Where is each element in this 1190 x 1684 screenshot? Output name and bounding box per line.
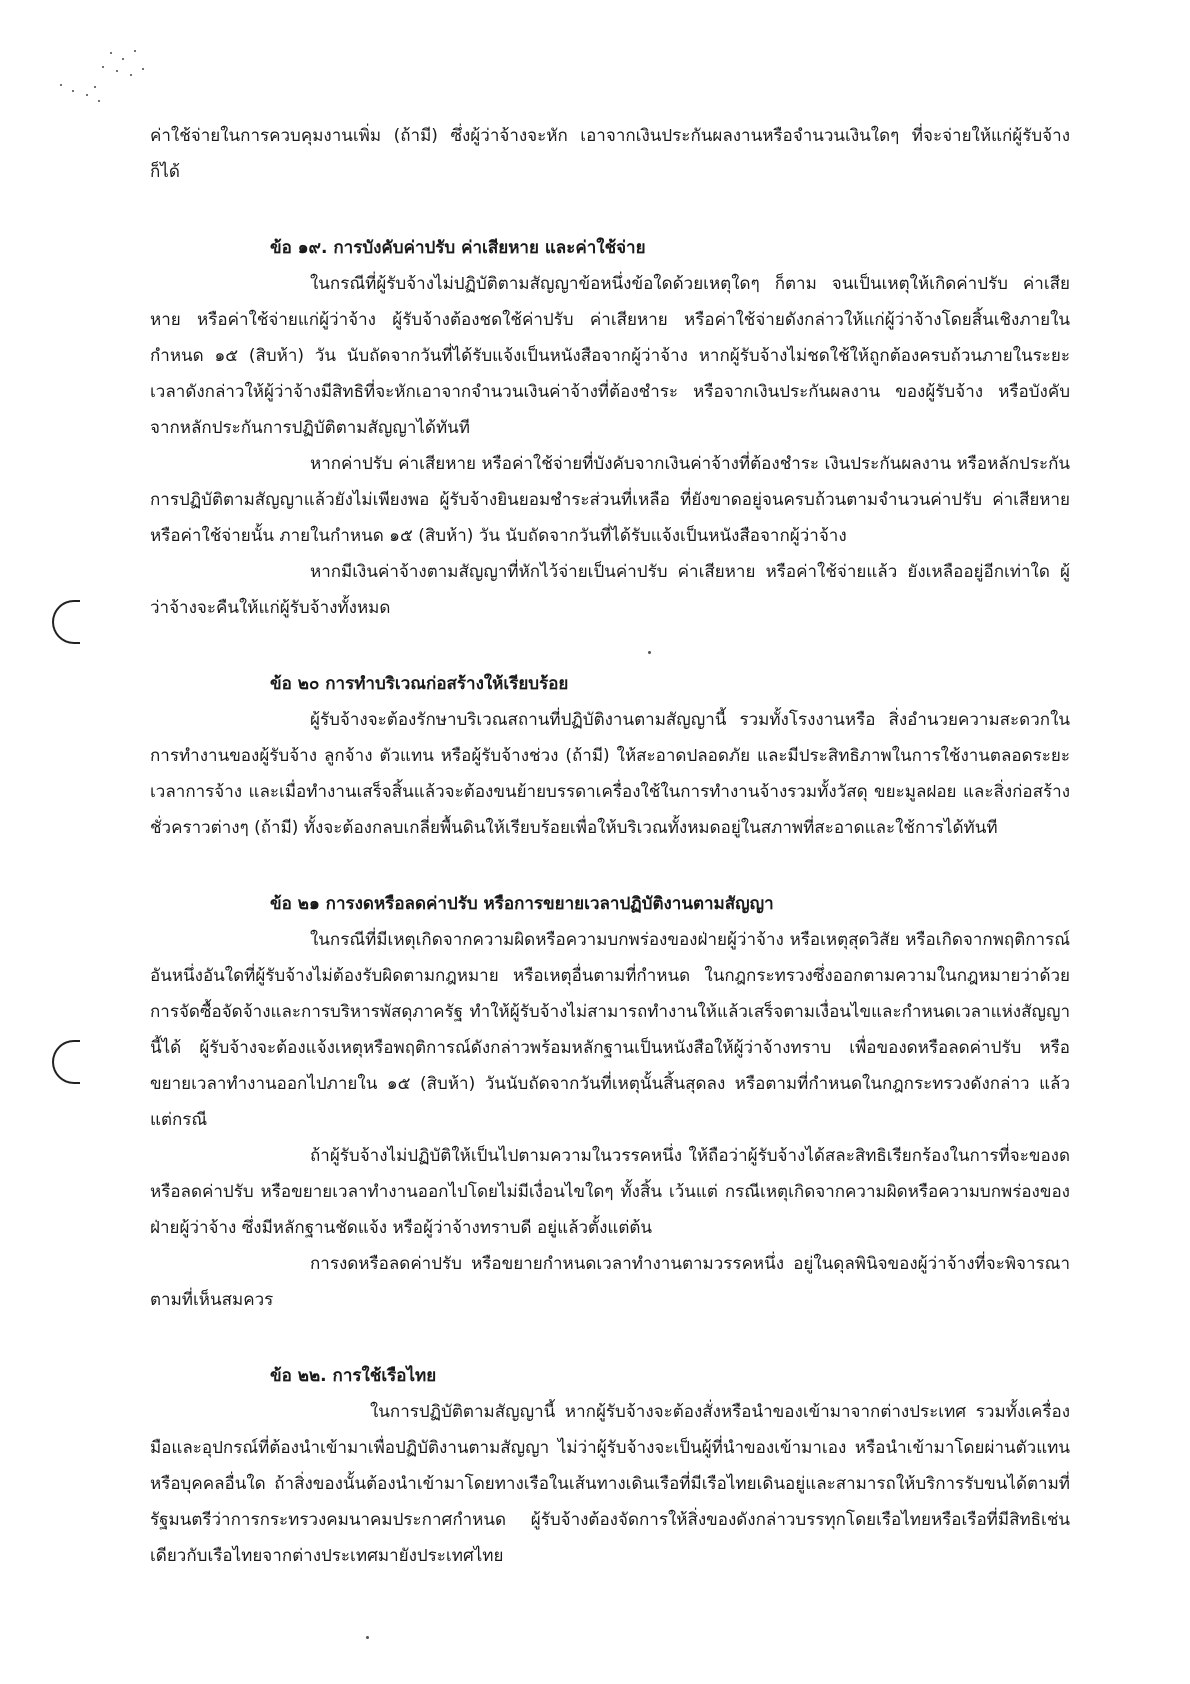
section-21-paragraph-1: ในกรณีที่มีเหตุเกิดจากความผิดหรือความบกพร่องของฝ่ายผู้ว่าจ้าง หรือเหตุสุดวิสัย หรือเกิดจากพฤติการณ์อันหนึ่งอันใดที่ผู้รับจ้างไม่ต้องรับผิดตามกฎหมาย หรือเหตุอื่นตามที่กำหนด ในกฎกระทรวงซึ่งออกตามความในกฎหมายว่าด้วยการจัดซื้อจัดจ้างและการบริหารพัสดุภาครัฐ ทำให้ผู้รับจ้างไม่สามารถทำงานให้แล้วเสร็จตามเงื่อนไขและกำหนดเวลาแห่งสัญญานี้ได้ ผู้รับจ้างจะต้องแจ้งเหตุหรือพฤติการณ์ดังกล่าวพร้อมหลักฐานเป็นหนังสือให้ผู้ว่าจ้างทราบ เพื่อของดหรือลดค่าปรับ หรือขยายเวลาทำงานออกไปภายใน ๑๕ (สิบห้า) วันนับถัดจากวันที่เหตุนั้นสิ้นสุดลง หรือตามที่กำหนดในกฎกระทรวงดังกล่าว แล้วแต่กรณี	[150, 930, 1070, 1130]
section-heading-22: ข้อ ๒๒. การใช้เรือไทย	[270, 1366, 437, 1386]
section-21-paragraph-2: ถ้าผู้รับจ้างไม่ปฏิบัติให้เป็นไปตามความในวรรคหนึ่ง ให้ถือว่าผู้รับจ้างได้สละสิทธิเรียกร้องในการที่จะของดหรือลดค่าปรับ หรือขยายเวลาทำงานออกไปโดยไม่มีเงื่อนไขใดๆ ทั้งสิ้น เว้นแต่ กรณีเหตุเกิดจากความผิดหรือความบกพร่องของฝ่ายผู้ว่าจ้าง ซึ่งมีหลักฐานชัดแจ้ง หรือผู้ว่าจ้างทราบดี อยู่แล้วตั้งแต่ต้น	[150, 1146, 1070, 1238]
section-heading-19: ข้อ ๑๙. การบังคับค่าปรับ ค่าเสียหาย และค่าใช้จ่าย	[270, 238, 646, 258]
section-19-paragraph-2: หากค่าปรับ ค่าเสียหาย หรือค่าใช้จ่ายที่บังคับจากเงินค่าจ้างที่ต้องชำระ เงินประกันผลงาน หรือหลักประกันการปฏิบัติตามสัญญาแล้วยังไม่เพียงพอ ผู้รับจ้างยินยอมชำระส่วนที่เหลือ ที่ยังขาดอยู่จนครบถ้วนตามจำนวนค่าปรับ ค่าเสียหาย หรือค่าใช้จ่ายนั้น ภายในกำหนด ๑๕ (สิบห้า) วัน นับถัดจากวันที่ได้รับแจ้งเป็นหนังสือจากผู้ว่าจ้าง	[150, 454, 1070, 546]
section-heading-20: ข้อ ๒๐ การทำบริเวณก่อสร้างให้เรียบร้อย	[270, 674, 569, 694]
document-body	[150, 118, 1070, 1574]
section-19-paragraph-1: ในกรณีที่ผู้รับจ้างไม่ปฏิบัติตามสัญญาข้อหนึ่งข้อใดด้วยเหตุใดๆ ก็ตาม จนเป็นเหตุให้เกิดค่าปรับ ค่าเสียหาย หรือค่าใช้จ่ายแก่ผู้ว่าจ้าง ผู้รับจ้างต้องชดใช้ค่าปรับ ค่าเสียหาย หรือค่าใช้จ่ายดังกล่าวให้แก่ผู้ว่าจ้างโดยสิ้นเชิงภายในกำหนด ๑๕ (สิบห้า) วัน นับถัดจากวันที่ได้รับแจ้งเป็นหนังสือจากผู้ว่าจ้าง หากผู้รับจ้างไม่ชดใช้ให้ถูกต้องครบถ้วนภายในระยะเวลาดังกล่าวให้ผู้ว่าจ้างมีสิทธิที่จะหักเอาจากจำนวนเงินค่าจ้างที่ต้องชำระ หรือจากเงินประกันผลงาน ของผู้รับจ้าง หรือบังคับจากหลักประกันการปฏิบัติตามสัญญาได้ทันที	[150, 274, 1070, 438]
scan-dot	[366, 1636, 369, 1639]
section-19-paragraph-3: หากมีเงินค่าจ้างตามสัญญาที่หักไว้จ่ายเป็นค่าปรับ ค่าเสียหาย หรือค่าใช้จ่ายแล้ว ยังเหลืออยู่อีกเท่าใด ผู้ว่าจ้างจะคืนให้แก่ผู้รับจ้างทั้งหมด	[150, 562, 1070, 618]
punch-hole-mark-lower	[52, 1040, 80, 1084]
section-22-paragraph-1: ในการปฏิบัติตามสัญญานี้ หากผู้รับจ้างจะต้องสั่งหรือนำของเข้ามาจากต่างประเทศ รวมทั้งเครื่องมือและอุปกรณ์ที่ต้องนำเข้ามาเพื่อปฏิบัติงานตามสัญญา ไม่ว่าผู้รับจ้างจะเป็นผู้ที่นำของเข้ามาเอง หรือนำเข้ามาโดยผ่านตัวแทนหรือบุคคลอื่นใด ถ้าสิ่งของนั้นต้องนำเข้ามาโดยทางเรือในเส้นทางเดินเรือที่มีเรือไทยเดินอยู่และสามารถให้บริการรับขนได้ตามที่รัฐมนตรีว่าการกระทรวงคมนาคมประกาศกำหนด ผู้รับจ้างต้องจัดการให้สิ่งของดังกล่าวบรรทุกโดยเรือไทยหรือเรือที่มีสิทธิเช่นเดียวกับเรือไทยจากต่างประเทศมายังประเทศไทย	[150, 1402, 1070, 1566]
section-heading-21: ข้อ ๒๑ การงดหรือลดค่าปรับ หรือการขยายเวลาปฏิบัติงานตามสัญญา	[270, 894, 774, 914]
section-20-paragraph-1: ผู้รับจ้างจะต้องรักษาบริเวณสถานที่ปฏิบัติงานตามสัญญานี้ รวมทั้งโรงงานหรือ สิ่งอำนวยความสะดวกในการทำงานของผู้รับจ้าง ลูกจ้าง ตัวแทน หรือผู้รับจ้างช่วง (ถ้ามี) ให้สะอาดปลอดภัย และมีประสิทธิภาพในการใช้งานตลอดระยะเวลาการจ้าง และเมื่อทำงานเสร็จสิ้นแล้วจะต้องขนย้ายบรรดาเครื่องใช้ในการทำงานจ้างรวมทั้งวัสดุ ขยะมูลฝอย และสิ่งก่อสร้างชั่วคราวต่างๆ (ถ้ามี) ทั้งจะต้องกลบเกลี่ยพื้นดินให้เรียบร้อยเพื่อให้บริเวณทั้งหมดอยู่ในสภาพที่สะอาดและใช้การได้ทันที	[150, 710, 1070, 838]
intro-continuation: ค่าใช้จ่ายในการควบคุมงานเพิ่ม (ถ้ามี) ซึ่งผู้ว่าจ้างจะหัก เอาจากเงินประกันผลงานหรือจำนวนเงินใดๆ ที่จะจ่ายให้แก่ผู้รับจ้างก็ได้	[150, 126, 1070, 182]
section-21-paragraph-3: การงดหรือลดค่าปรับ หรือขยายกำหนดเวลาทำงานตามวรรคหนึ่ง อยู่ในดุลพินิจของผู้ว่าจ้างที่จะพิจารณาตามที่เห็นสมควร	[150, 1254, 1070, 1310]
scan-speckles	[50, 48, 160, 118]
punch-hole-mark-upper	[52, 600, 80, 644]
